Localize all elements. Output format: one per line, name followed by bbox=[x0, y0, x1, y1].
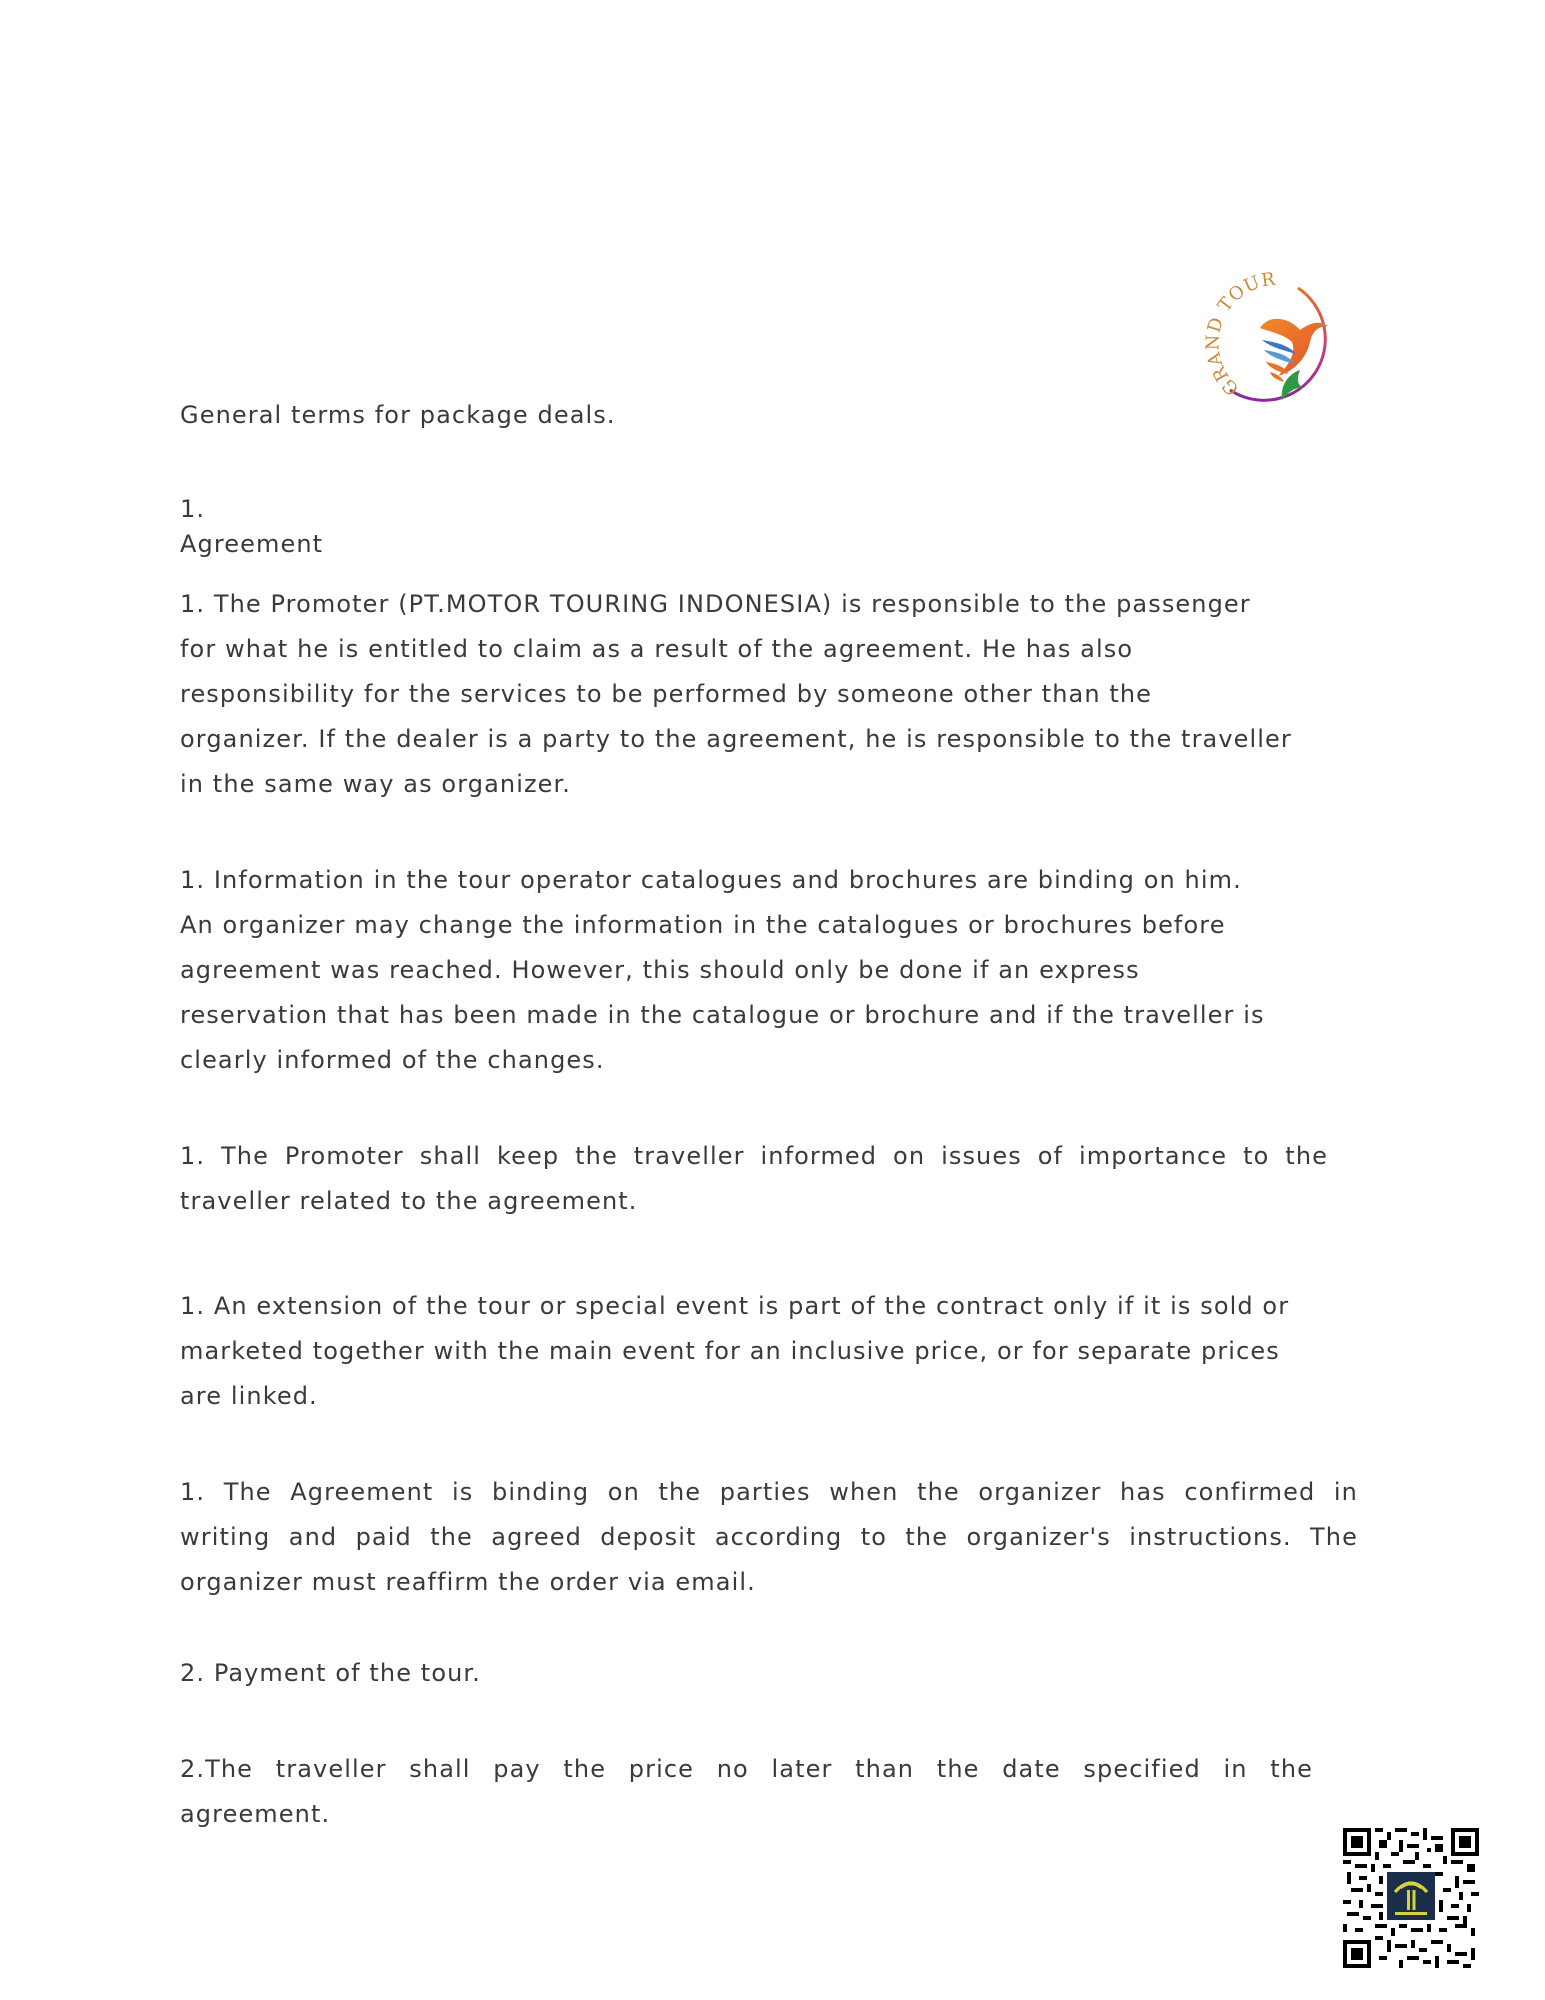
paragraph-line: An organizer may change the information in the catalogues or brochures before bbox=[180, 911, 1226, 939]
paragraph-line: 2.The traveller shall pay the price no later than the date specified in the bbox=[180, 1755, 1313, 1783]
svg-text:GRAND TOUR: GRAND TOUR bbox=[1202, 268, 1278, 400]
paragraph-line: clearly informed of the changes. bbox=[180, 1046, 605, 1074]
paragraph-line: are linked. bbox=[180, 1382, 318, 1410]
paragraph-line: writing and paid the agreed deposit according to the organizer's instructions. The bbox=[180, 1523, 1358, 1551]
paragraph-line: reservation that has been made in the catalogue or brochure and if the traveller is bbox=[180, 1001, 1265, 1029]
paragraph-line: marketed together with the main event for an inclusive price, or for separate prices bbox=[180, 1337, 1280, 1365]
paragraph-line: 1. An extension of the tour or special event is part of the contract only if it is sold or bbox=[180, 1292, 1290, 1320]
phoenix-bird-icon bbox=[1200, 268, 1350, 418]
paragraph-line: traveller related to the agreement. bbox=[180, 1187, 638, 1215]
section-heading: 2. Payment of the tour. bbox=[180, 1659, 481, 1687]
qr-code bbox=[1343, 1828, 1479, 1968]
section-number: 1. bbox=[180, 495, 206, 523]
paragraph-line: agreement was reached. However, this should only be done if an express bbox=[180, 956, 1140, 984]
paragraph-line: agreement. bbox=[180, 1800, 331, 1828]
paragraph-line: organizer must reaffirm the order via email. bbox=[180, 1568, 756, 1596]
qr-code-icon bbox=[1343, 1828, 1479, 1968]
document-title: General terms for package deals. bbox=[180, 401, 616, 429]
paragraph-line: 1. The Promoter shall keep the traveller informed on issues of importance to the bbox=[180, 1142, 1328, 1170]
paragraph-line: 1. The Agreement is binding on the parties when the organizer has confirmed in bbox=[180, 1478, 1358, 1506]
paragraph-line: organizer. If the dealer is a party to the agreement, he is responsible to the traveller bbox=[180, 725, 1292, 753]
grand-tour-logo bbox=[1200, 268, 1350, 418]
paragraph-line: 1. The Promoter (PT.MOTOR TOURING INDONESIA) is responsible to the passenger bbox=[180, 590, 1251, 618]
paragraph-line: 1. Information in the tour operator catalogues and brochures are binding on him. bbox=[180, 866, 1242, 894]
paragraph-line: for what he is entitled to claim as a result of the agreement. He has also bbox=[180, 635, 1134, 663]
paragraph-line: in the same way as organizer. bbox=[180, 770, 572, 798]
paragraph-line: responsibility for the services to be performed by someone other than the bbox=[180, 680, 1153, 708]
section-heading: Agreement bbox=[180, 530, 324, 558]
